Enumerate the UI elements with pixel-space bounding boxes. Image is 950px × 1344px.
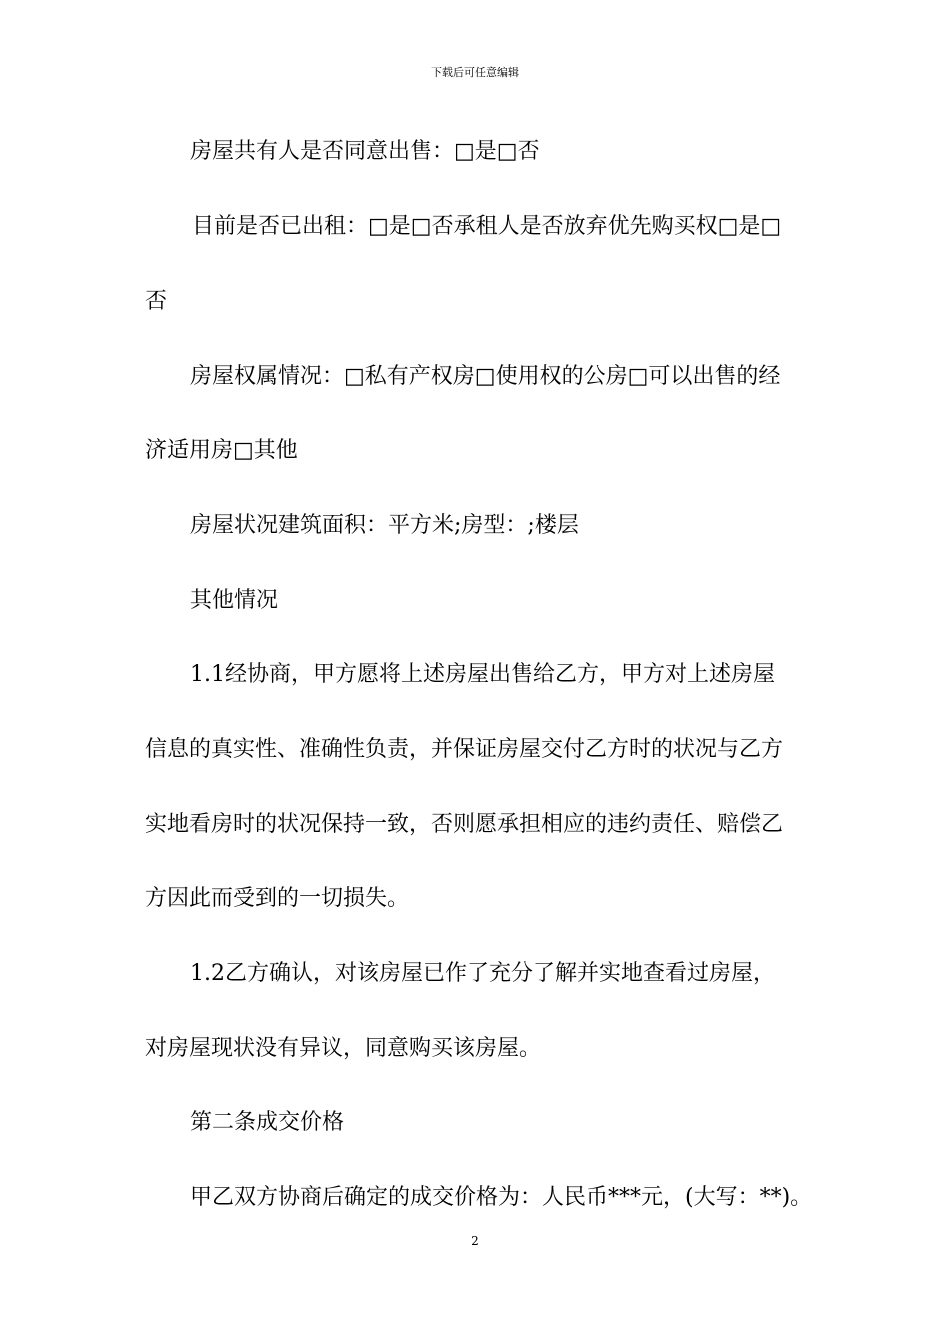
section-heading-price: 第二条成交价格 (190, 1110, 345, 1135)
paragraph-line-other-info: 其他情况 (190, 588, 279, 613)
paragraph-line-rental-status: 目前是否已出租：□是□否承租人是否放弃优先购买权□是□ (192, 214, 782, 239)
paragraph-line-clause-1-1-cont-3: 方因此而受到的一切损失。 (145, 886, 410, 911)
paragraph-line-clause-1-1-cont-2: 实地看房时的状况保持一致，否则愿承担相应的违约责任、赔偿乙 (145, 812, 784, 837)
paragraph-line-clause-1-1-cont-1: 信息的真实性、准确性负责，并保证房屋交付乙方时的状况与乙方 (145, 737, 784, 762)
paragraph-line-rental-status-cont: 否 (145, 289, 168, 314)
paragraph-line-ownership-cont: 济适用房□其他 (145, 438, 298, 463)
paragraph-line-ownership: 房屋权属情况：□私有产权房□使用权的公房□可以出售的经 (190, 364, 781, 389)
page-header: 下载后可任意编辑 (431, 66, 519, 79)
paragraph-line-clause-1-1: 1.1经协商，甲方愿将上述房屋出售给乙方，甲方对上述房屋 (190, 662, 775, 687)
paragraph-line-clause-1-2-cont: 对房屋现状没有异议，同意购买该房屋。 (145, 1036, 542, 1061)
paragraph-line-clause-1-2: 1.2乙方确认，对该房屋已作了充分了解并实地查看过房屋， (190, 961, 775, 986)
paragraph-line-house-condition: 房屋状况建筑面积：平方米;房型：;楼层 (190, 513, 579, 538)
paragraph-line-co-owner-consent: 房屋共有人是否同意出售：□是□否 (190, 139, 540, 164)
page-number: 2 (471, 1234, 479, 1248)
paragraph-line-price: 甲乙双方协商后确定的成交价格为：人民币***元，(大写：**)。 (190, 1185, 813, 1210)
